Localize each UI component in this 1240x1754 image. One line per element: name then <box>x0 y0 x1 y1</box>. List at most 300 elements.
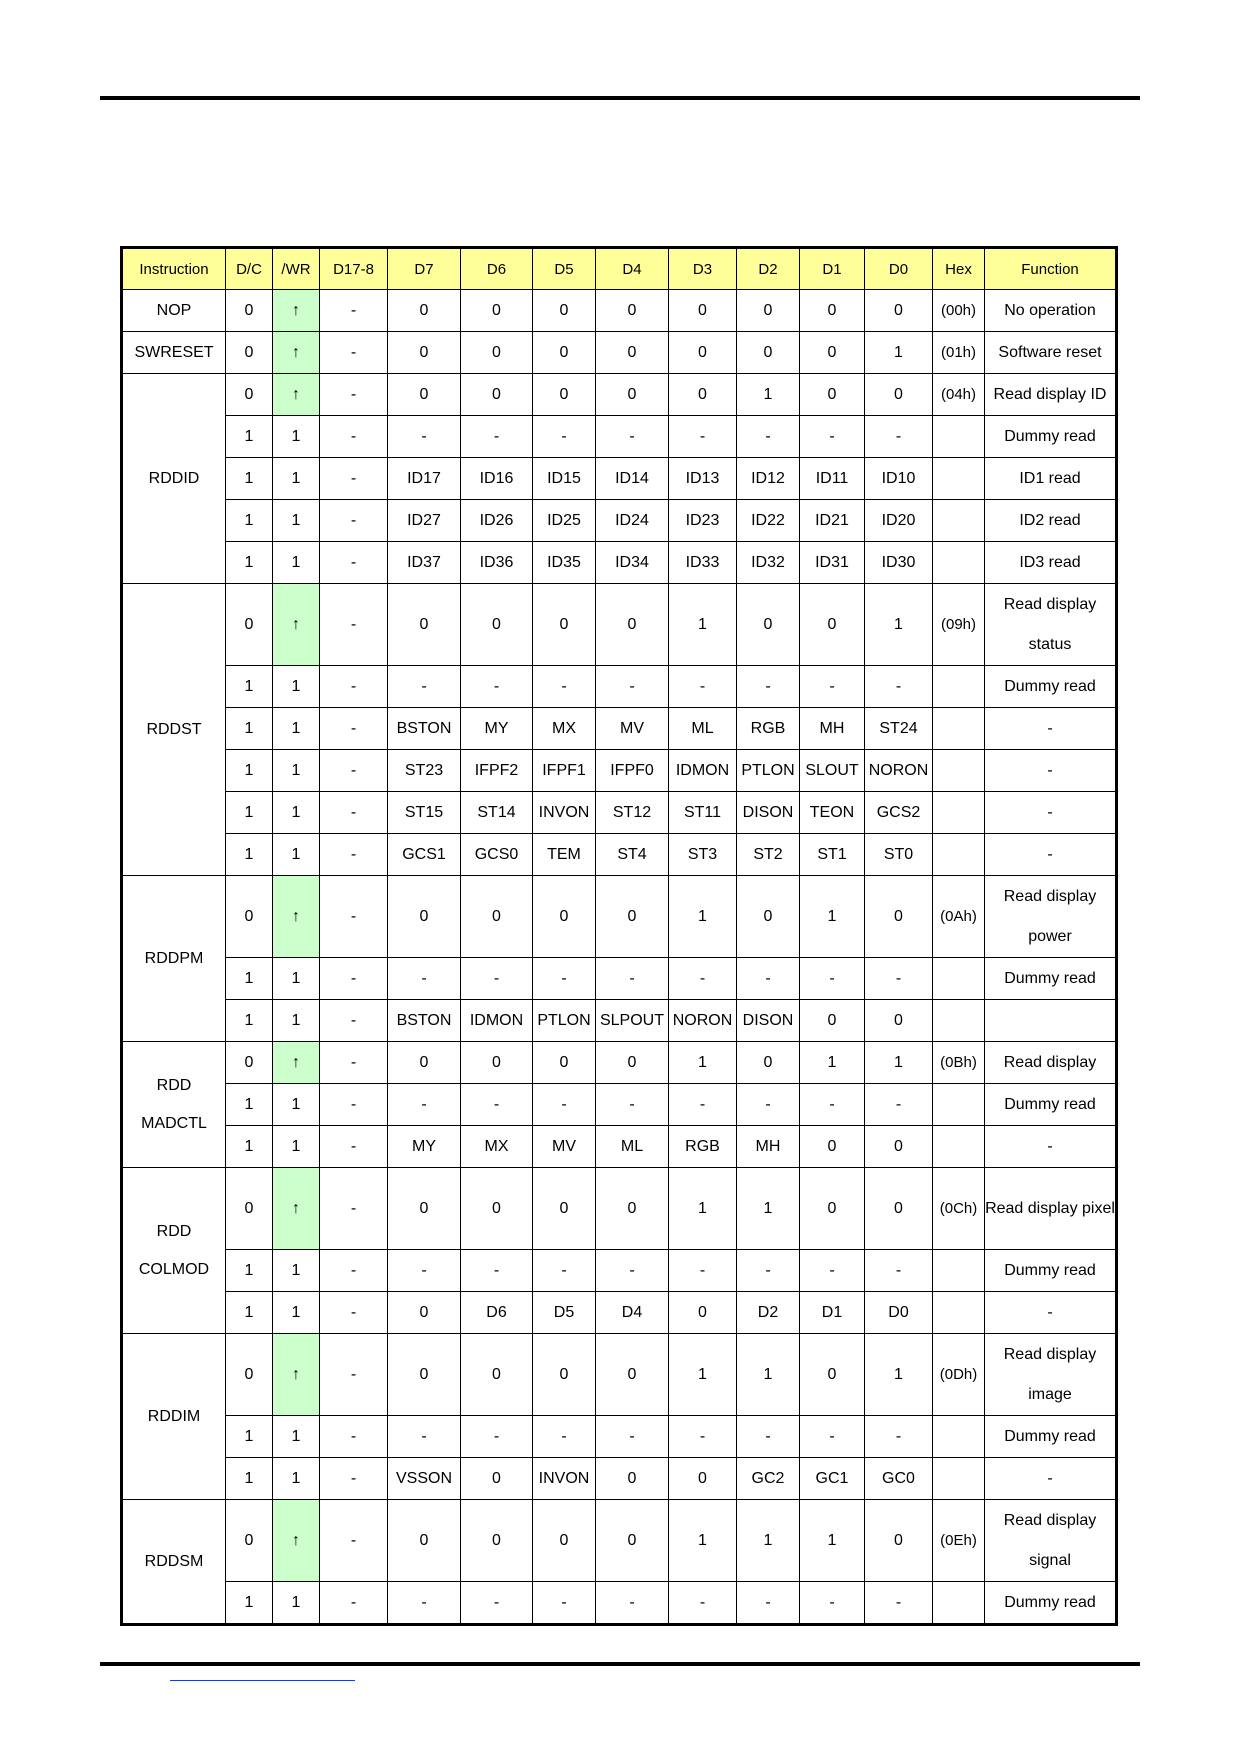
table-cell: - <box>800 1582 865 1624</box>
table-cell: 0 <box>737 584 800 666</box>
hex-cell: (0Ah) <box>933 876 985 958</box>
table-cell: - <box>669 1084 737 1126</box>
table-cell: - <box>865 1582 933 1624</box>
table-cell: PTLON <box>737 750 800 792</box>
function-cell: Dummy read <box>985 1250 1116 1292</box>
table-cell: ID37 <box>388 542 461 584</box>
table-cell: IDMON <box>669 750 737 792</box>
wr-cell: 1 <box>273 1582 320 1624</box>
table-cell: MH <box>737 1126 800 1168</box>
table-cell: ST0 <box>865 834 933 876</box>
table-cell: ID26 <box>461 500 533 542</box>
table-row <box>123 584 1116 666</box>
table-cell: ID36 <box>461 542 533 584</box>
table-cell: 0 <box>226 374 273 416</box>
table-cell: - <box>800 416 865 458</box>
table-cell: 1 <box>226 416 273 458</box>
table-cell: 1 <box>226 1084 273 1126</box>
table-cell: - <box>320 332 388 374</box>
table-row <box>123 1042 1116 1084</box>
table-cell: 0 <box>388 1334 461 1416</box>
table-cell: 1 <box>865 1334 933 1416</box>
wr-cell: 1 <box>273 416 320 458</box>
table-cell: 1 <box>226 750 273 792</box>
table-cell: - <box>320 584 388 666</box>
table-cell: 1 <box>737 374 800 416</box>
table-row <box>123 1500 1116 1582</box>
table-cell: 0 <box>596 374 669 416</box>
wr-cell: ↑ <box>273 876 320 958</box>
table-cell: ST3 <box>669 834 737 876</box>
table-cell: 1 <box>226 542 273 584</box>
table-cell: ID21 <box>800 500 865 542</box>
table-cell: 0 <box>669 290 737 332</box>
table-cell: - <box>320 834 388 876</box>
table-cell: 1 <box>669 1500 737 1582</box>
footer-link[interactable] <box>170 1680 355 1681</box>
table-cell: 0 <box>461 1168 533 1250</box>
table-cell: 0 <box>226 1500 273 1582</box>
hex-cell <box>933 792 985 834</box>
table-cell: GC0 <box>865 1458 933 1500</box>
table-cell: - <box>596 1416 669 1458</box>
table-cell: - <box>669 666 737 708</box>
table-cell: ID35 <box>533 542 596 584</box>
table-cell: 0 <box>800 1000 865 1042</box>
hex-cell: (04h) <box>933 374 985 416</box>
table-cell: 0 <box>226 290 273 332</box>
hex-cell: (01h) <box>933 332 985 374</box>
hex-cell <box>933 666 985 708</box>
table-cell: 0 <box>596 290 669 332</box>
table-cell: 0 <box>533 1168 596 1250</box>
table-cell: ST23 <box>388 750 461 792</box>
table-cell: 1 <box>669 1042 737 1084</box>
table-cell: - <box>461 1084 533 1126</box>
table-cell: 0 <box>388 290 461 332</box>
table-cell: 1 <box>669 1168 737 1250</box>
table-row <box>123 374 1116 416</box>
hex-cell <box>933 834 985 876</box>
wr-cell: 1 <box>273 1000 320 1042</box>
table-cell: 0 <box>865 290 933 332</box>
function-cell: Read display status <box>985 584 1116 666</box>
table-cell: 0 <box>461 1500 533 1582</box>
table-cell: - <box>320 1250 388 1292</box>
table-cell: SLOUT <box>800 750 865 792</box>
table-cell: - <box>737 1250 800 1292</box>
table-cell: ML <box>596 1126 669 1168</box>
hex-cell: (00h) <box>933 290 985 332</box>
table-cell: ID15 <box>533 458 596 500</box>
table-cell: DISON <box>737 792 800 834</box>
table-cell: 0 <box>669 1292 737 1334</box>
table-row <box>123 416 1116 458</box>
footer-rule <box>100 1662 1140 1666</box>
table-cell: 0 <box>800 1126 865 1168</box>
table-cell: ST2 <box>737 834 800 876</box>
table-cell: 0 <box>388 1292 461 1334</box>
table-cell: - <box>596 416 669 458</box>
hex-cell <box>933 542 985 584</box>
hex-cell <box>933 1126 985 1168</box>
table-cell: - <box>669 416 737 458</box>
hex-cell <box>933 1458 985 1500</box>
col-header: D/C <box>226 249 273 290</box>
table-cell: IFPF0 <box>596 750 669 792</box>
hex-cell <box>933 1292 985 1334</box>
table-cell: ID16 <box>461 458 533 500</box>
table-cell: ID11 <box>800 458 865 500</box>
table-cell: BSTON <box>388 1000 461 1042</box>
table-cell: GCS1 <box>388 834 461 876</box>
table-cell: 0 <box>226 1168 273 1250</box>
table-cell: 0 <box>865 1126 933 1168</box>
function-cell: Dummy read <box>985 416 1116 458</box>
table-cell: ID22 <box>737 500 800 542</box>
table-cell: ID20 <box>865 500 933 542</box>
table-cell: IDMON <box>461 1000 533 1042</box>
table-cell: - <box>533 1084 596 1126</box>
table-row <box>123 876 1116 958</box>
table-cell: 0 <box>800 332 865 374</box>
table-cell: ML <box>669 708 737 750</box>
table-cell: ID13 <box>669 458 737 500</box>
table-cell: 0 <box>533 1334 596 1416</box>
table-cell: - <box>388 958 461 1000</box>
function-cell: Read display signal <box>985 1500 1116 1582</box>
table-cell: 0 <box>669 1458 737 1500</box>
wr-cell: 1 <box>273 1250 320 1292</box>
table-cell: MY <box>461 708 533 750</box>
table-cell: MH <box>800 708 865 750</box>
table-row <box>123 290 1116 332</box>
table-cell: 0 <box>226 584 273 666</box>
table-cell: - <box>737 1416 800 1458</box>
table-cell: - <box>320 1126 388 1168</box>
header-row <box>123 249 1116 290</box>
table-cell: - <box>596 1084 669 1126</box>
table-cell: - <box>800 666 865 708</box>
table-cell: 0 <box>865 1000 933 1042</box>
wr-cell: 1 <box>273 666 320 708</box>
table-cell: 0 <box>596 584 669 666</box>
table-cell: - <box>388 416 461 458</box>
table-cell: ID24 <box>596 500 669 542</box>
table-cell: 0 <box>669 374 737 416</box>
table-cell: 0 <box>388 332 461 374</box>
table-cell: 0 <box>737 290 800 332</box>
table-cell: - <box>865 1084 933 1126</box>
table-cell: 0 <box>800 584 865 666</box>
table-cell: NORON <box>865 750 933 792</box>
table-cell: D1 <box>800 1292 865 1334</box>
table-cell: - <box>388 1250 461 1292</box>
table-row <box>123 834 1116 876</box>
table-cell: PTLON <box>533 1000 596 1042</box>
table-cell: 1 <box>226 958 273 1000</box>
table-cell: 0 <box>533 290 596 332</box>
table-row <box>123 1084 1116 1126</box>
table-cell: GCS2 <box>865 792 933 834</box>
table-cell: NORON <box>669 1000 737 1042</box>
table-cell: ID33 <box>669 542 737 584</box>
table-cell: - <box>800 958 865 1000</box>
table-cell: - <box>461 1582 533 1624</box>
table-cell: - <box>533 1582 596 1624</box>
table-cell: MY <box>388 1126 461 1168</box>
table-cell: - <box>865 1250 933 1292</box>
table-cell: - <box>461 958 533 1000</box>
table-row <box>123 958 1116 1000</box>
table-cell: 1 <box>226 792 273 834</box>
table-cell: 0 <box>533 374 596 416</box>
wr-cell: 1 <box>273 1416 320 1458</box>
instruction-cell: NOP <box>123 290 226 332</box>
table-cell: 1 <box>737 1168 800 1250</box>
function-cell <box>985 1000 1116 1042</box>
table-cell: ID32 <box>737 542 800 584</box>
table-row <box>123 666 1116 708</box>
table-cell: - <box>320 458 388 500</box>
table-cell: 1 <box>226 1000 273 1042</box>
table-cell: 0 <box>596 1458 669 1500</box>
hex-cell <box>933 1000 985 1042</box>
instruction-cell: RDDPM <box>123 876 226 1042</box>
table-row <box>123 500 1116 542</box>
instruction-cell: RDDIM <box>123 1334 226 1500</box>
table-cell: BSTON <box>388 708 461 750</box>
table-cell: VSSON <box>388 1458 461 1500</box>
table-cell: - <box>865 666 933 708</box>
table-cell: 1 <box>226 458 273 500</box>
table-cell: 0 <box>226 332 273 374</box>
table-cell: - <box>388 666 461 708</box>
table-cell: 1 <box>226 834 273 876</box>
hex-cell <box>933 708 985 750</box>
table-row <box>123 1582 1116 1624</box>
table-cell: D5 <box>533 1292 596 1334</box>
wr-cell: 1 <box>273 500 320 542</box>
table-cell: - <box>865 1416 933 1458</box>
col-header: D17-8 <box>320 249 388 290</box>
table-cell: ID30 <box>865 542 933 584</box>
table-cell: 0 <box>388 1500 461 1582</box>
table-cell: - <box>737 1582 800 1624</box>
table-cell: ID34 <box>596 542 669 584</box>
table-cell: 1 <box>226 1292 273 1334</box>
table-cell: ST15 <box>388 792 461 834</box>
table-cell: - <box>320 416 388 458</box>
table-cell: ST12 <box>596 792 669 834</box>
table-cell: 1 <box>226 666 273 708</box>
table-cell: - <box>320 1084 388 1126</box>
table-cell: 0 <box>737 1042 800 1084</box>
table-row <box>123 708 1116 750</box>
command-table-wrapper <box>120 246 1118 1626</box>
table-cell: 0 <box>737 332 800 374</box>
table-row <box>123 1292 1116 1334</box>
table-cell: - <box>533 416 596 458</box>
table-cell: ST4 <box>596 834 669 876</box>
table-cell: 1 <box>737 1334 800 1416</box>
wr-cell: ↑ <box>273 332 320 374</box>
table-cell: - <box>320 1582 388 1624</box>
wr-cell: 1 <box>273 1084 320 1126</box>
table-cell: - <box>596 1250 669 1292</box>
table-cell: - <box>320 666 388 708</box>
table-cell: 0 <box>461 1334 533 1416</box>
function-cell: Read display pixel <box>985 1168 1116 1250</box>
table-cell: - <box>320 792 388 834</box>
table-cell: 0 <box>865 374 933 416</box>
table-cell: 0 <box>800 1168 865 1250</box>
table-cell: MV <box>596 708 669 750</box>
table-cell: ID25 <box>533 500 596 542</box>
table-cell: 1 <box>800 876 865 958</box>
table-cell: 1 <box>226 708 273 750</box>
table-cell: 0 <box>800 1334 865 1416</box>
instruction-cell: SWRESET <box>123 332 226 374</box>
table-cell: 1 <box>226 1582 273 1624</box>
table-cell: 0 <box>461 290 533 332</box>
table-cell: 0 <box>865 1500 933 1582</box>
table-row <box>123 332 1116 374</box>
table-cell: 0 <box>388 1168 461 1250</box>
wr-cell: 1 <box>273 792 320 834</box>
hex-cell: (0Bh) <box>933 1042 985 1084</box>
table-cell: - <box>669 1416 737 1458</box>
wr-cell: 1 <box>273 750 320 792</box>
table-cell: - <box>800 1250 865 1292</box>
table-row <box>123 750 1116 792</box>
table-cell: - <box>320 750 388 792</box>
table-cell: - <box>533 666 596 708</box>
table-row <box>123 458 1116 500</box>
table-cell: - <box>320 1334 388 1416</box>
col-header: D0 <box>865 249 933 290</box>
table-cell: GCS0 <box>461 834 533 876</box>
table-cell: - <box>461 416 533 458</box>
table-cell: - <box>533 958 596 1000</box>
table-cell: D4 <box>596 1292 669 1334</box>
table-cell: - <box>865 416 933 458</box>
table-cell: - <box>388 1084 461 1126</box>
table-cell: - <box>737 958 800 1000</box>
table-cell: 1 <box>800 1042 865 1084</box>
table-cell: GC2 <box>737 1458 800 1500</box>
table-cell: D6 <box>461 1292 533 1334</box>
wr-cell: ↑ <box>273 374 320 416</box>
hex-cell <box>933 1084 985 1126</box>
table-cell: - <box>320 542 388 584</box>
table-cell: 0 <box>226 1042 273 1084</box>
table-cell: D2 <box>737 1292 800 1334</box>
table-cell: 0 <box>461 332 533 374</box>
wr-cell: ↑ <box>273 584 320 666</box>
table-cell: ST24 <box>865 708 933 750</box>
table-cell: - <box>320 1458 388 1500</box>
table-row <box>123 1458 1116 1500</box>
function-cell: Dummy read <box>985 666 1116 708</box>
table-cell: 1 <box>865 584 933 666</box>
table-cell: TEON <box>800 792 865 834</box>
function-cell: ID3 read <box>985 542 1116 584</box>
table-cell: - <box>320 1500 388 1582</box>
table-cell: 0 <box>461 374 533 416</box>
instruction-cell: RDD MADCTL <box>123 1042 226 1168</box>
table-cell: 1 <box>226 1250 273 1292</box>
table-cell: 1 <box>800 1500 865 1582</box>
hex-cell <box>933 1416 985 1458</box>
col-header: D7 <box>388 249 461 290</box>
function-cell: Read display ID <box>985 374 1116 416</box>
function-cell: Read display image <box>985 1334 1116 1416</box>
table-cell: 0 <box>388 374 461 416</box>
function-cell: - <box>985 792 1116 834</box>
hex-cell <box>933 750 985 792</box>
table-cell: 1 <box>669 584 737 666</box>
table-cell: ID17 <box>388 458 461 500</box>
hex-cell: (0Dh) <box>933 1334 985 1416</box>
table-cell: - <box>320 374 388 416</box>
table-cell: 1 <box>226 1416 273 1458</box>
table-cell: 0 <box>533 1042 596 1084</box>
table-cell: - <box>320 958 388 1000</box>
table-cell: ST11 <box>669 792 737 834</box>
function-cell: Dummy read <box>985 1084 1116 1126</box>
table-cell: - <box>320 1416 388 1458</box>
instruction-cell: RDDID <box>123 374 226 584</box>
table-body <box>123 290 1116 1624</box>
function-cell: Read display power <box>985 876 1116 958</box>
table-cell: 0 <box>737 876 800 958</box>
wr-cell: ↑ <box>273 1168 320 1250</box>
col-header: Function <box>985 249 1116 290</box>
hex-cell: (0Ch) <box>933 1168 985 1250</box>
table-cell: - <box>669 1582 737 1624</box>
table-cell: - <box>669 1250 737 1292</box>
table-cell: D0 <box>865 1292 933 1334</box>
table-cell: 0 <box>461 584 533 666</box>
table-row <box>123 542 1116 584</box>
table-cell: TEM <box>533 834 596 876</box>
function-cell: - <box>985 1292 1116 1334</box>
table-cell: GC1 <box>800 1458 865 1500</box>
wr-cell: ↑ <box>273 1500 320 1582</box>
function-cell: - <box>985 1458 1116 1500</box>
table-cell: 0 <box>388 584 461 666</box>
table-cell: ID31 <box>800 542 865 584</box>
table-cell: - <box>388 1582 461 1624</box>
wr-cell: 1 <box>273 708 320 750</box>
col-header: /WR <box>273 249 320 290</box>
wr-cell: ↑ <box>273 290 320 332</box>
function-cell: - <box>985 708 1116 750</box>
wr-cell: ↑ <box>273 1334 320 1416</box>
table-cell: ID14 <box>596 458 669 500</box>
col-header: Instruction <box>123 249 226 290</box>
wr-cell: ↑ <box>273 1042 320 1084</box>
instruction-cell: RDDSM <box>123 1500 226 1624</box>
table-cell: 0 <box>669 332 737 374</box>
function-cell: - <box>985 750 1116 792</box>
table-cell: - <box>533 1416 596 1458</box>
col-header: D2 <box>737 249 800 290</box>
col-header: D1 <box>800 249 865 290</box>
table-cell: - <box>461 1250 533 1292</box>
table-cell: - <box>461 1416 533 1458</box>
